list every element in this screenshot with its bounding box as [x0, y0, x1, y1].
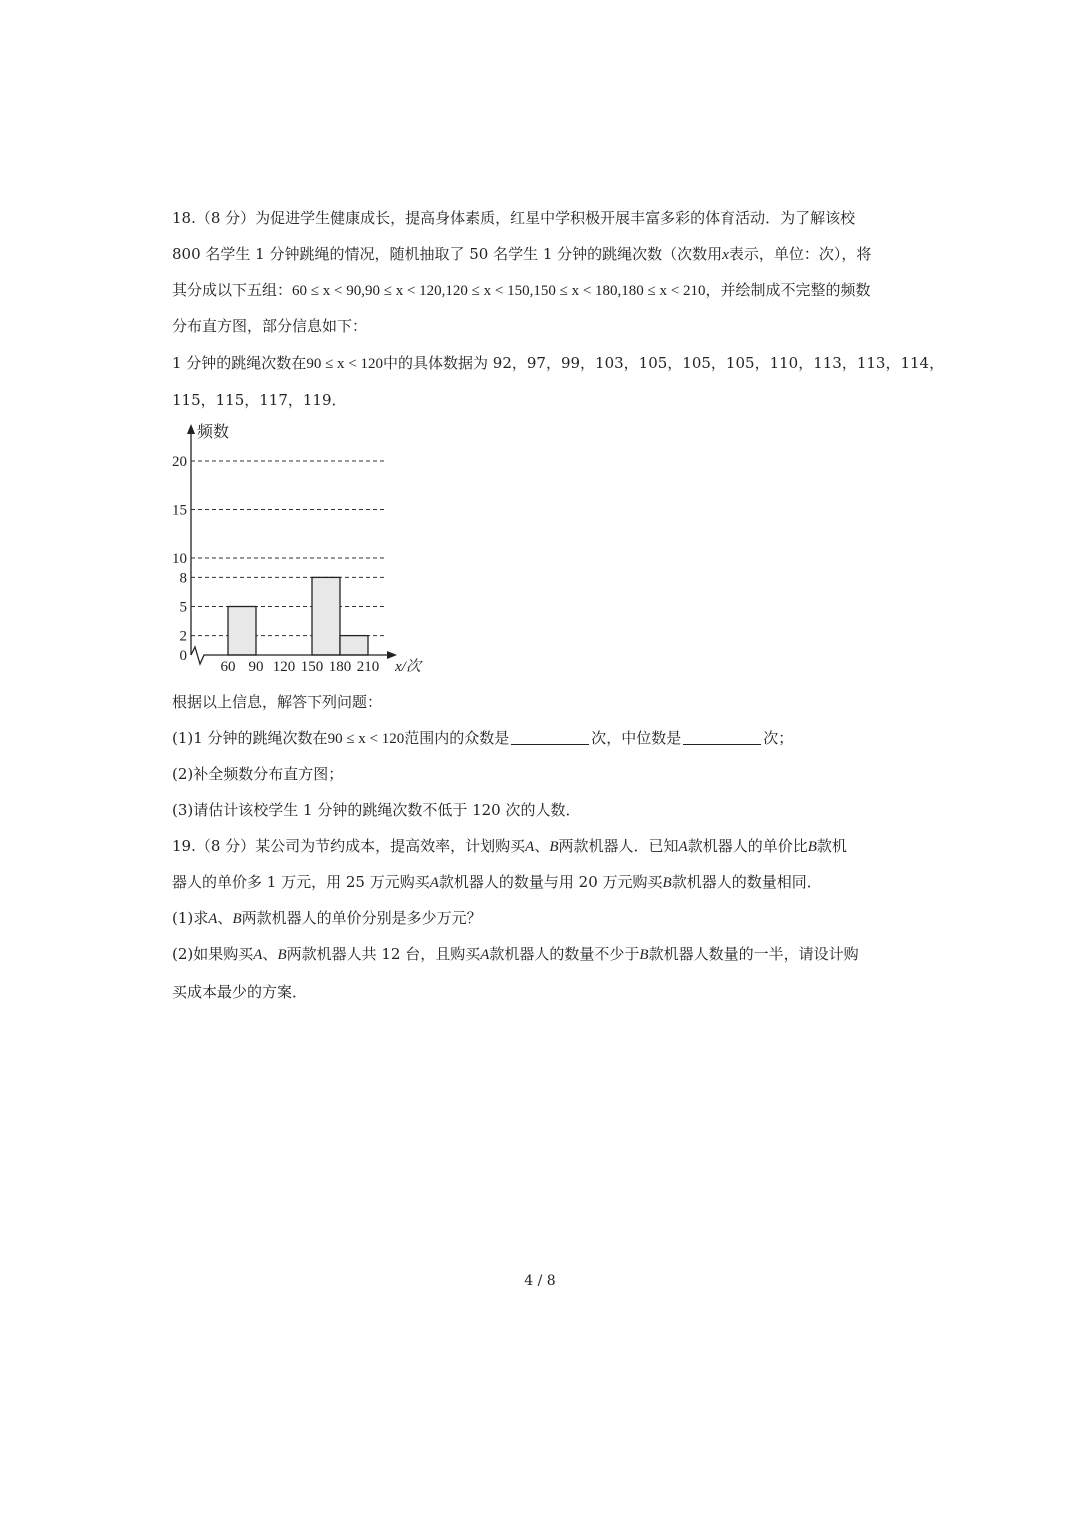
- q19-l1b: 两款机器人．已知: [558, 837, 679, 855]
- q18-line-6: [172, 390, 347, 410]
- y-tick-label-20: 20: [172, 454, 187, 470]
- q18-text-1: 18.（8 分）为促进学生健康成长，提高身体素质，红星中学积极开展丰富多彩的体育活动．为了解该校: [172, 209, 856, 227]
- q18-text-5a: 1 分钟的跳绳次数在: [172, 354, 307, 372]
- bar-60-90: [228, 607, 256, 656]
- y-tick-label-15: 15: [172, 502, 187, 519]
- q18-line-3: [172, 280, 871, 301]
- sep: 、: [262, 945, 278, 963]
- var-B: B: [662, 875, 672, 891]
- x-axis-label: x/次: [395, 659, 421, 675]
- q19-part-1: [172, 908, 482, 929]
- q18-text-5b: 中的具体数据为 92，97，99，103，105，105，105，110，113，113，114，: [383, 354, 945, 372]
- var-B: B: [232, 911, 242, 927]
- x-tick-label-210: 210: [356, 659, 380, 675]
- x-tick-label-180: 180: [328, 659, 352, 675]
- range-90-120: 90 ≤ x < 120: [306, 356, 384, 372]
- q19-p1a: (1)求: [172, 909, 209, 927]
- q19-p2e: 买成本最少的方案．: [172, 983, 308, 1001]
- x-tick-label-120: 120: [272, 659, 296, 675]
- y-tick-label-10: 10: [172, 551, 187, 567]
- q19-part-2: [172, 944, 859, 965]
- var-B: B: [549, 839, 559, 855]
- q18-p2: (2)补全频数分布直方图；: [172, 765, 344, 783]
- q18-intro-parts: 根据以上信息，解答下列问题：: [172, 693, 383, 711]
- q19-p1b: 两款机器人的单价分别是多少万元？: [241, 909, 482, 927]
- group-ranges: 60 ≤ x < 90,90 ≤ x < 120,120 ≤ x < 150,150 ≤ x < 180,180 ≤ x < 210: [292, 283, 706, 299]
- q19-l1c: 款机器人的单价比: [687, 837, 808, 855]
- q18-text-3b: ，并绘制成不完整的频数: [705, 281, 871, 299]
- var-A: A: [208, 911, 218, 927]
- q18-p1a: (1)1 分钟的跳绳次数在: [172, 729, 328, 747]
- q19-l2b: 款机器人的数量与用 20 万元购买: [438, 873, 663, 891]
- y-tick-label-2: 2: [179, 628, 187, 645]
- q18-text-3a: 其分成以下五组：: [172, 281, 293, 299]
- q19-l2c: 款机器人的数量相同．: [671, 873, 822, 891]
- mode-answer-blank[interactable]: [511, 730, 589, 745]
- q19-p2d: 款机器人数量的一半，请设计购: [648, 945, 859, 963]
- q18-text-4: 分布直方图，部分信息如下：: [172, 317, 368, 335]
- var-B: B: [277, 947, 287, 963]
- q18-p1c: 次，中位数是: [591, 729, 682, 747]
- bar-180-210: [340, 636, 368, 655]
- var-x: x: [722, 247, 729, 263]
- y-tick-label-5: 5: [179, 599, 187, 616]
- sep: 、: [217, 909, 233, 927]
- y-tick-label-8: 8: [179, 570, 187, 587]
- q18-part-1: [172, 728, 793, 749]
- q18-text-6: 115，115，117，119．: [172, 391, 347, 409]
- q18-text-2a: 800 名学生 1 分钟跳绳的情况，随机抽取了 50 名学生 1 分钟的跳绳次数（次数用: [172, 245, 723, 263]
- q18-line-1: [172, 208, 855, 228]
- median-answer-blank[interactable]: [683, 730, 761, 745]
- q19-p2b: 两款机器人共 12 台，且购买: [286, 945, 481, 963]
- q19-line-1: [172, 836, 847, 857]
- sep: 、: [534, 837, 550, 855]
- q18-line-4: [172, 316, 367, 336]
- q18-line-2: [172, 244, 871, 265]
- x-tick-label-60: 60: [220, 659, 236, 675]
- q19-part-2-cont: [172, 982, 307, 1002]
- x-tick-label-90: 90: [248, 659, 264, 675]
- q19-p2c: 款机器人的数量不少于: [489, 945, 640, 963]
- var-A: A: [480, 947, 490, 963]
- var-B: B: [639, 947, 649, 963]
- var-A: A: [525, 839, 535, 855]
- var-A: A: [429, 875, 439, 891]
- q18-part-3: [172, 800, 581, 820]
- q19-l1d: 款机: [816, 837, 847, 855]
- q18-p3: (3)请估计该校学生 1 分钟的跳绳次数不低于 120 次的人数．: [172, 801, 581, 819]
- q18-text-2b: 表示，单位：次），将: [728, 245, 872, 263]
- var-A: A: [253, 947, 263, 963]
- y-axis-arrow: [187, 424, 195, 434]
- q19-l2a: 器人的单价多 1 万元，用 25 万元购买: [172, 873, 430, 891]
- var-B: B: [807, 839, 817, 855]
- q18-p1d: 次；: [763, 729, 794, 747]
- q19-l1a: 19.（8 分）某公司为节约成本，提高效率，计划购买: [172, 837, 526, 855]
- page-number: 4 / 8: [524, 1273, 556, 1289]
- q18-p1b: 范围内的众数是: [404, 729, 510, 747]
- q19-p2a: (2)如果购买: [172, 945, 254, 963]
- x-tick-label-150: 150: [300, 659, 324, 675]
- y-tick-label-0: 0: [179, 648, 187, 664]
- y-axis-label: 频数: [197, 422, 230, 441]
- q18-part-2: [172, 764, 343, 784]
- x-axis-arrow: [387, 651, 397, 659]
- q18-after-chart: [172, 692, 382, 712]
- bar-150-180: [312, 577, 340, 655]
- q18-line-5: [172, 353, 944, 374]
- var-A: A: [678, 839, 688, 855]
- q19-line-2: [172, 872, 822, 893]
- frequency-histogram: [165, 420, 435, 682]
- q18-p1-range: 90 ≤ x < 120: [327, 731, 405, 747]
